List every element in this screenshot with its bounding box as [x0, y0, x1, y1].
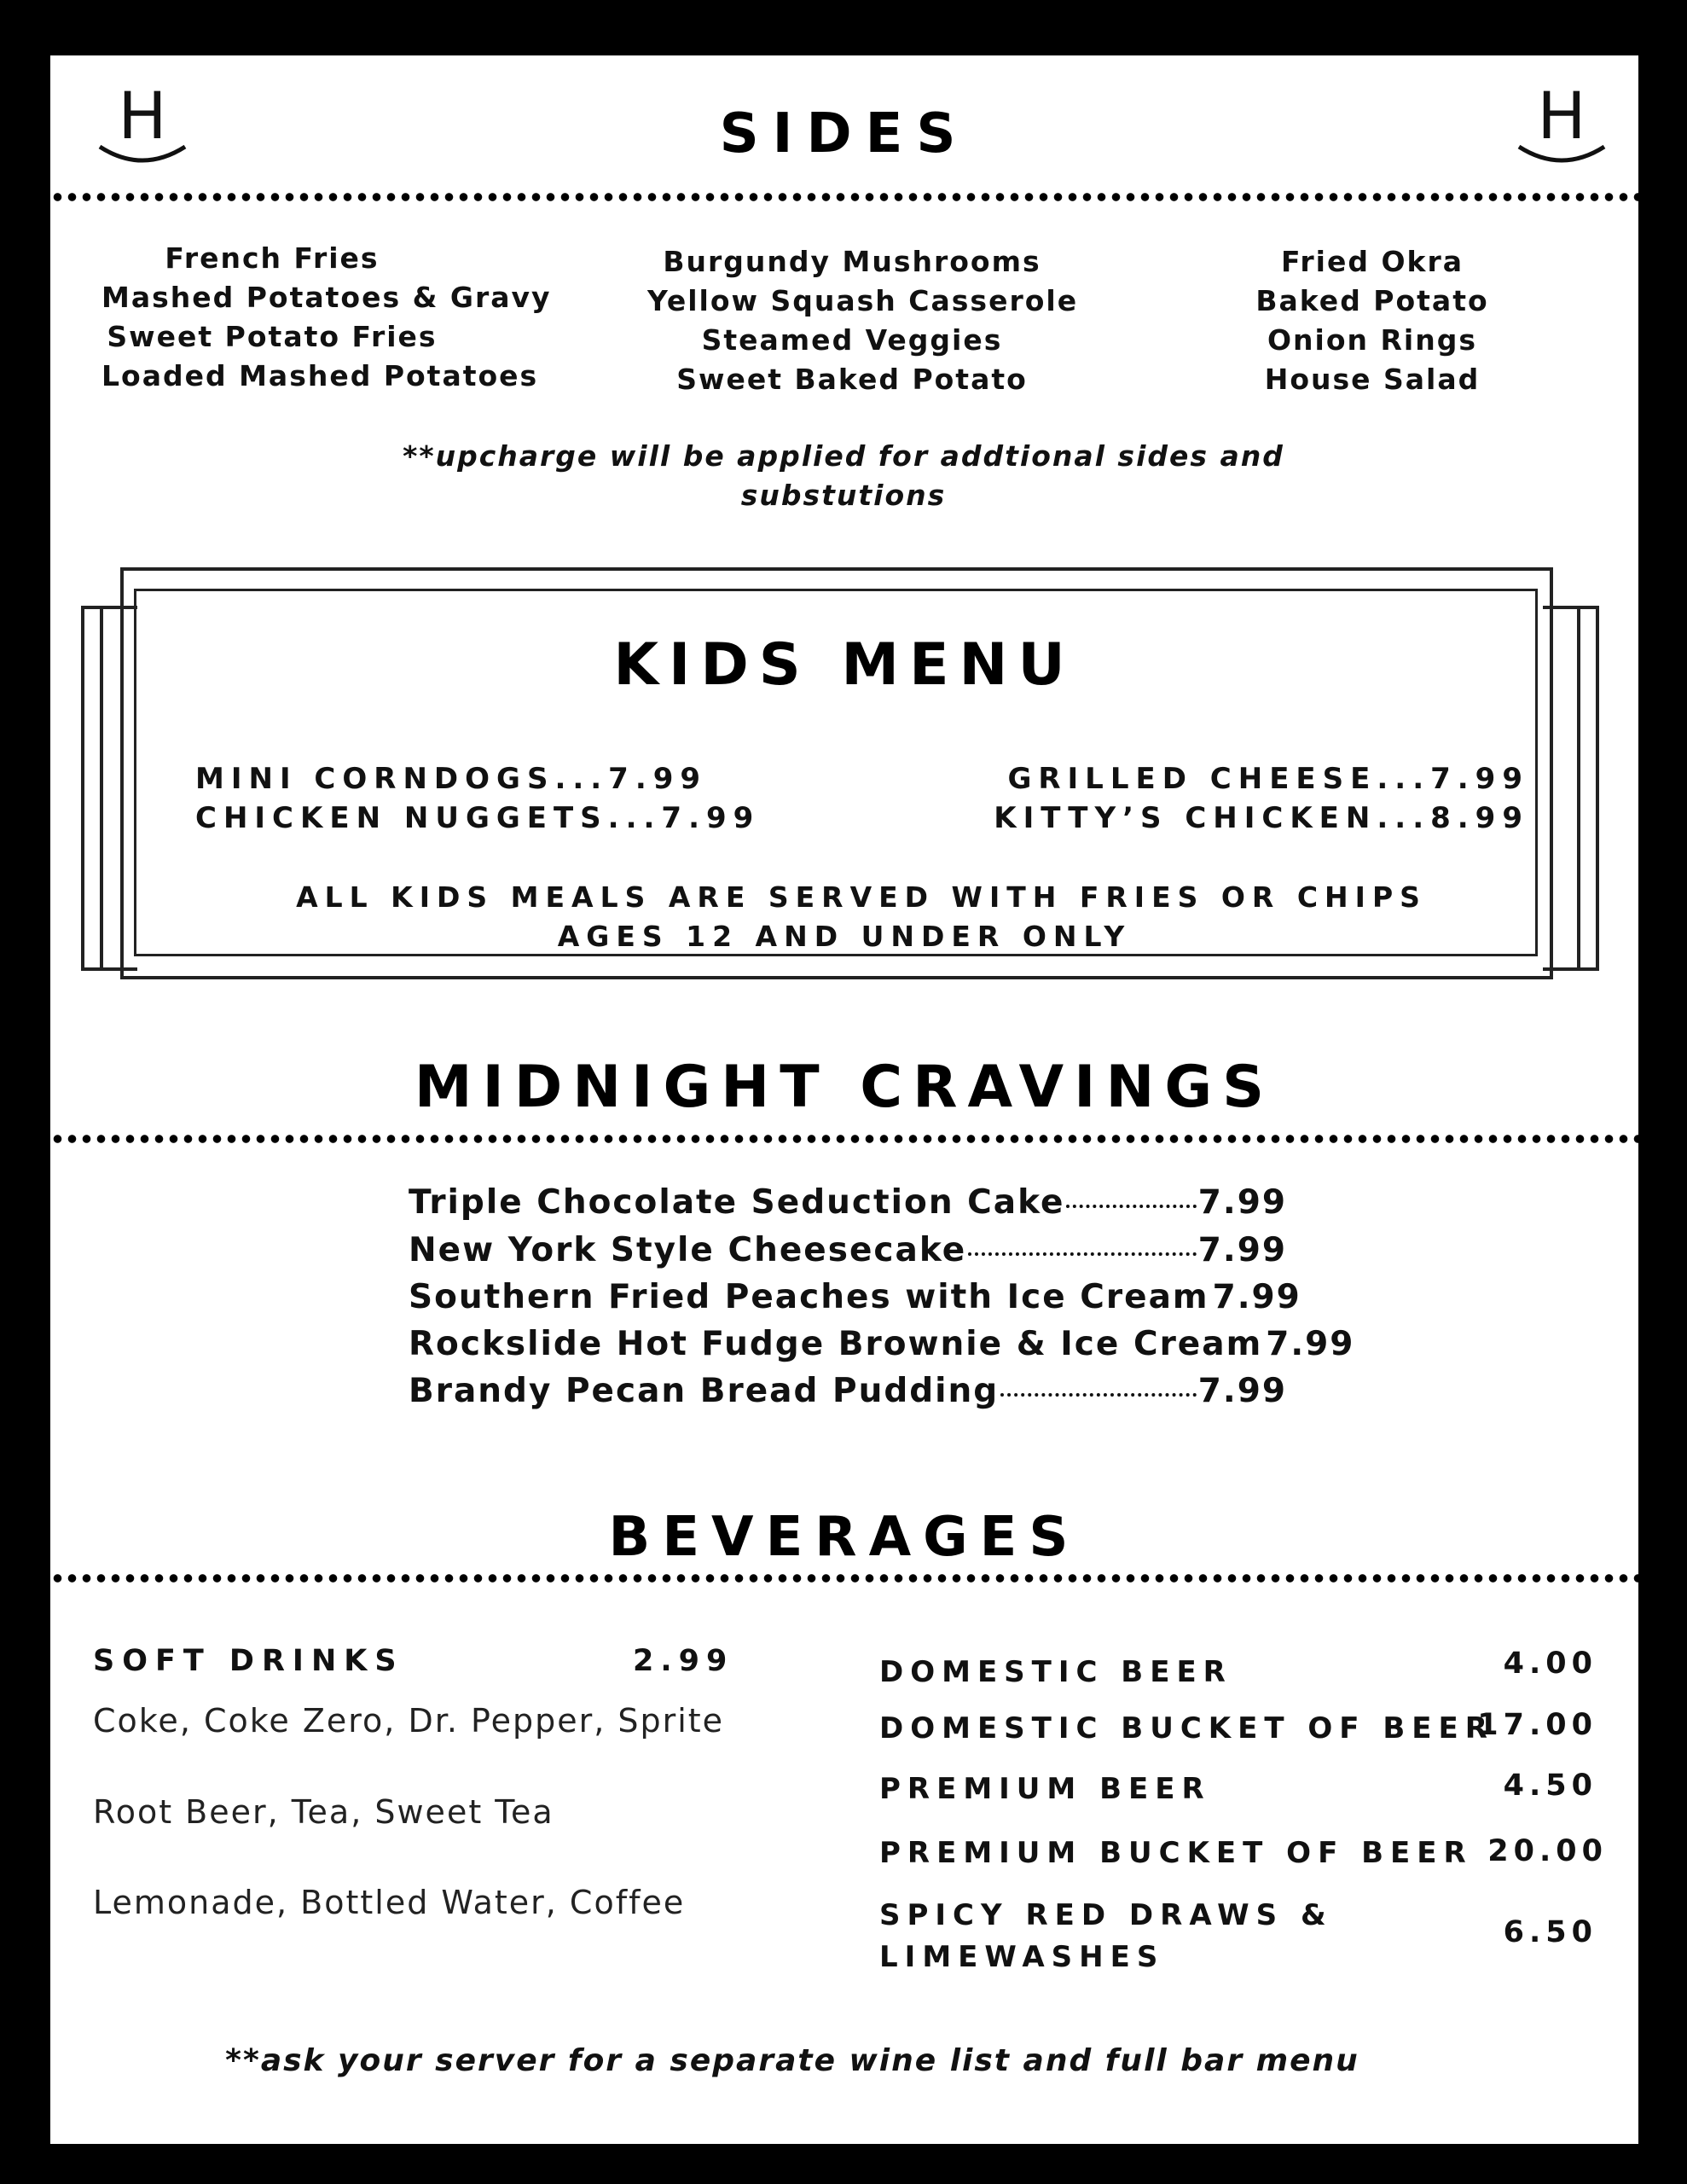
- dessert-leader-dots: [1066, 1205, 1196, 1208]
- side-item: Burgundy Mushrooms: [663, 245, 1041, 278]
- dessert-row: [409, 1231, 1287, 1269]
- upcharge-note-line-1: **upcharge will be applied for addtional sides and: [403, 439, 1284, 473]
- kids-served-note: ALL KIDS MEALS ARE SERVED WITH FRIES OR CHIPS: [296, 880, 1427, 914]
- sides-column-2: [647, 242, 1079, 399]
- beer-premium-price: 4.50: [1503, 1769, 1597, 1803]
- dessert-row: [409, 1372, 1287, 1410]
- soft-drinks-line-2: Root Beer, Tea, Sweet Tea: [93, 1793, 554, 1831]
- kids-item-chicken-nuggets: CHICKEN NUGGETS...7.99: [195, 801, 761, 835]
- dessert-row: [409, 1183, 1287, 1222]
- midnight-title: MIDNIGHT CRAVINGS: [414, 1054, 1275, 1121]
- side-item: Loaded Mashed Potatoes: [101, 359, 539, 392]
- sides-column-3: [1219, 242, 1526, 399]
- beer-domestic-bucket: DOMESTIC BUCKET OF BEER: [879, 1711, 1494, 1745]
- dessert-name: Brandy Pecan Bread Pudding: [409, 1372, 1000, 1410]
- side-item: French Fries: [165, 241, 380, 275]
- side-item: Baked Potato: [1255, 284, 1489, 317]
- wine-list-note: **ask your server for a separate wine list and full bar menu: [225, 2043, 1359, 2078]
- beverages-divider: [50, 1571, 1638, 1585]
- soft-drinks-line-3: Lemonade, Bottled Water, Coffee: [93, 1884, 686, 1921]
- beverages-title: BEVERAGES: [608, 1506, 1081, 1569]
- sides-upcharge-note: [374, 437, 1313, 515]
- side-item: Sweet Potato Fries: [107, 320, 438, 353]
- kids-item-mini-corndogs: MINI CORNDOGS...7.99: [195, 762, 708, 796]
- beer-spicy-red-draws: SPICY RED DRAWS &: [879, 1898, 1333, 1932]
- dessert-row: [409, 1325, 1355, 1363]
- side-item: Onion Rings: [1267, 323, 1477, 357]
- soft-drinks-label: SOFT DRINKS: [93, 1644, 404, 1678]
- beer-domestic-bucket-price: 17.00: [1477, 1708, 1597, 1742]
- dessert-price: 7.99: [1197, 1231, 1287, 1269]
- side-item: Sweet Baked Potato: [676, 363, 1028, 396]
- svg-text:H: H: [1537, 85, 1586, 154]
- dessert-price: 7.99: [1212, 1278, 1301, 1316]
- soft-drinks-price: 2.99: [633, 1644, 734, 1678]
- svg-text:H: H: [118, 85, 167, 154]
- dessert-name: New York Style Cheesecake: [409, 1231, 967, 1269]
- beer-spicy-red-draws-line-2: LIMEWASHES: [879, 1940, 1165, 1974]
- beer-spicy-red-draws-price: 6.50: [1503, 1915, 1597, 1949]
- side-item: Mashed Potatoes & Gravy: [101, 281, 552, 314]
- kids-item-kittys-chicken: KITTY’S CHICKEN...8.99: [994, 801, 1529, 835]
- dessert-row: [409, 1278, 1301, 1316]
- dessert-name: Rockslide Hot Fudge Brownie & Ice Cream: [409, 1325, 1263, 1363]
- beer-premium: PREMIUM BEER: [879, 1772, 1211, 1806]
- menu-page: [50, 55, 1638, 2144]
- side-item: Fried Okra: [1280, 245, 1464, 278]
- beer-domestic: DOMESTIC BEER: [879, 1655, 1232, 1689]
- kids-title: KIDS MENU: [613, 631, 1075, 699]
- kids-item-grilled-cheese: GRILLED CHEESE...7.99: [1007, 762, 1529, 796]
- dessert-name: Southern Fried Peaches with Ice Cream: [409, 1278, 1209, 1316]
- side-item: House Salad: [1264, 363, 1481, 396]
- dessert-leader-dots: [1000, 1393, 1197, 1397]
- dessert-name: Triple Chocolate Seduction Cake: [409, 1183, 1065, 1222]
- beer-premium-bucket: PREMIUM BUCKET OF BEER: [879, 1836, 1473, 1870]
- dessert-price: 7.99: [1266, 1325, 1355, 1363]
- midnight-divider: [50, 1132, 1638, 1146]
- beer-domestic-price: 4.00: [1503, 1647, 1597, 1681]
- side-item: Steamed Veggies: [701, 323, 1003, 357]
- side-item: Yellow Squash Casserole: [647, 284, 1079, 317]
- sides-column-1: [101, 239, 552, 396]
- kids-age-note: AGES 12 AND UNDER ONLY: [557, 920, 1132, 953]
- dessert-price: 7.99: [1197, 1372, 1287, 1410]
- dessert-leader-dots: [968, 1252, 1197, 1256]
- sides-title: SIDES: [719, 102, 970, 166]
- beer-premium-bucket-price: 20.00: [1487, 1834, 1608, 1868]
- dessert-price: 7.99: [1197, 1183, 1287, 1222]
- sides-divider: [50, 190, 1638, 204]
- soft-drinks-line-1: Coke, Coke Zero, Dr. Pepper, Sprite: [93, 1702, 725, 1740]
- upcharge-note-line-2: substutions: [740, 479, 947, 512]
